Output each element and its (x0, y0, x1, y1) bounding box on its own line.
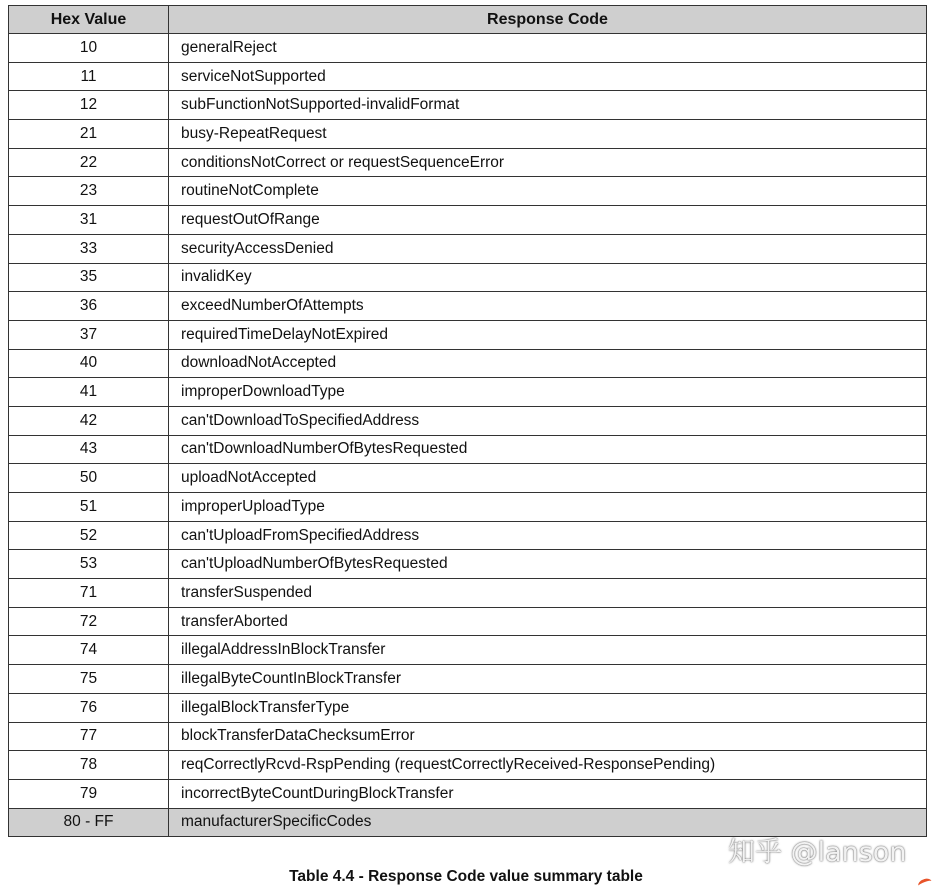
response-code-cell: manufacturerSpecificCodes (169, 808, 927, 837)
table-row (9, 234, 927, 263)
table-row (9, 292, 927, 321)
hex-value-cell: 72 (9, 607, 169, 636)
hex-value-cell: 12 (9, 91, 169, 120)
hex-value-cell: 22 (9, 148, 169, 177)
response-code-cell: subFunctionNotSupported-invalidFormat (169, 91, 927, 120)
table-row (9, 550, 927, 579)
hex-value-cell: 50 (9, 464, 169, 493)
hex-value-cell: 11 (9, 62, 169, 91)
response-code-cell: busy-RepeatRequest (169, 120, 927, 149)
table-row (9, 636, 927, 665)
response-code-cell: conditionsNotCorrect or requestSequenceError (169, 148, 927, 177)
hex-value-cell: 71 (9, 579, 169, 608)
response-code-cell: downloadNotAccepted (169, 349, 927, 378)
header-response-code: Response Code (169, 6, 927, 34)
hex-value-cell: 52 (9, 521, 169, 550)
table-row (9, 62, 927, 91)
table-row (9, 751, 927, 780)
hex-value-cell: 36 (9, 292, 169, 321)
table-row (9, 665, 927, 694)
response-code-cell: requestOutOfRange (169, 206, 927, 235)
response-code-cell: requiredTimeDelayNotExpired (169, 320, 927, 349)
hex-value-cell: 23 (9, 177, 169, 206)
table-row (9, 521, 927, 550)
table-row (9, 148, 927, 177)
response-code-cell: transferSuspended (169, 579, 927, 608)
table-header-row (9, 6, 927, 34)
response-code-cell: can'tUploadFromSpecifiedAddress (169, 521, 927, 550)
response-code-cell: routineNotComplete (169, 177, 927, 206)
table-row (9, 34, 927, 63)
table-row (9, 464, 927, 493)
hex-value-cell: 33 (9, 234, 169, 263)
table-caption: Table 4.4 - Response Code value summary table (289, 868, 643, 885)
response-code-cell: exceedNumberOfAttempts (169, 292, 927, 321)
hex-value-cell: 79 (9, 779, 169, 808)
table-row (9, 493, 927, 522)
table-row (9, 120, 927, 149)
table-row (9, 722, 927, 751)
table-row (9, 206, 927, 235)
table-row (9, 263, 927, 292)
hex-value-cell: 43 (9, 435, 169, 464)
response-code-cell: securityAccessDenied (169, 234, 927, 263)
hex-value-cell: 76 (9, 693, 169, 722)
header-hex-value: Hex Value (9, 6, 169, 34)
hex-value-cell: 40 (9, 349, 169, 378)
hex-value-cell: 31 (9, 206, 169, 235)
response-code-cell: transferAborted (169, 607, 927, 636)
table-row (9, 378, 927, 407)
response-code-cell: blockTransferDataChecksumError (169, 722, 927, 751)
response-code-cell: can'tDownloadNumberOfBytesRequested (169, 435, 927, 464)
hex-value-cell: 53 (9, 550, 169, 579)
hex-value-cell: 21 (9, 120, 169, 149)
response-code-cell: can'tUploadNumberOfBytesRequested (169, 550, 927, 579)
table-row (9, 579, 927, 608)
hex-value-cell: 51 (9, 493, 169, 522)
response-code-cell: generalReject (169, 34, 927, 63)
response-code-cell: invalidKey (169, 263, 927, 292)
response-code-cell: incorrectByteCountDuringBlockTransfer (169, 779, 927, 808)
response-code-cell: improperUploadType (169, 493, 927, 522)
response-code-cell: reqCorrectlyRcvd-RspPending (requestCorrectlyReceived-ResponsePending) (169, 751, 927, 780)
response-code-cell: can'tDownloadToSpecifiedAddress (169, 406, 927, 435)
hex-value-cell: 10 (9, 34, 169, 63)
hex-value-cell: 42 (9, 406, 169, 435)
hex-value-cell: 75 (9, 665, 169, 694)
table-row (9, 693, 927, 722)
table-row (9, 91, 927, 120)
hex-value-cell: 80 - FF (9, 808, 169, 837)
hex-value-cell: 77 (9, 722, 169, 751)
response-code-cell: serviceNotSupported (169, 62, 927, 91)
hex-value-cell: 41 (9, 378, 169, 407)
table-row (9, 406, 927, 435)
hex-value-cell: 37 (9, 320, 169, 349)
response-code-cell: illegalByteCountInBlockTransfer (169, 665, 927, 694)
response-code-cell: improperDownloadType (169, 378, 927, 407)
response-code-cell: illegalAddressInBlockTransfer (169, 636, 927, 665)
response-code-table (8, 5, 927, 837)
watermark: 知乎 @lanson (728, 837, 907, 868)
hex-value-cell: 35 (9, 263, 169, 292)
response-code-cell: illegalBlockTransferType (169, 693, 927, 722)
table-body (9, 34, 927, 837)
table-row (9, 435, 927, 464)
table-row (9, 607, 927, 636)
table-row (9, 177, 927, 206)
table-row (9, 779, 927, 808)
table-row (9, 349, 927, 378)
hex-value-cell: 74 (9, 636, 169, 665)
table-row (9, 320, 927, 349)
hex-value-cell: 78 (9, 751, 169, 780)
response-code-cell: uploadNotAccepted (169, 464, 927, 493)
